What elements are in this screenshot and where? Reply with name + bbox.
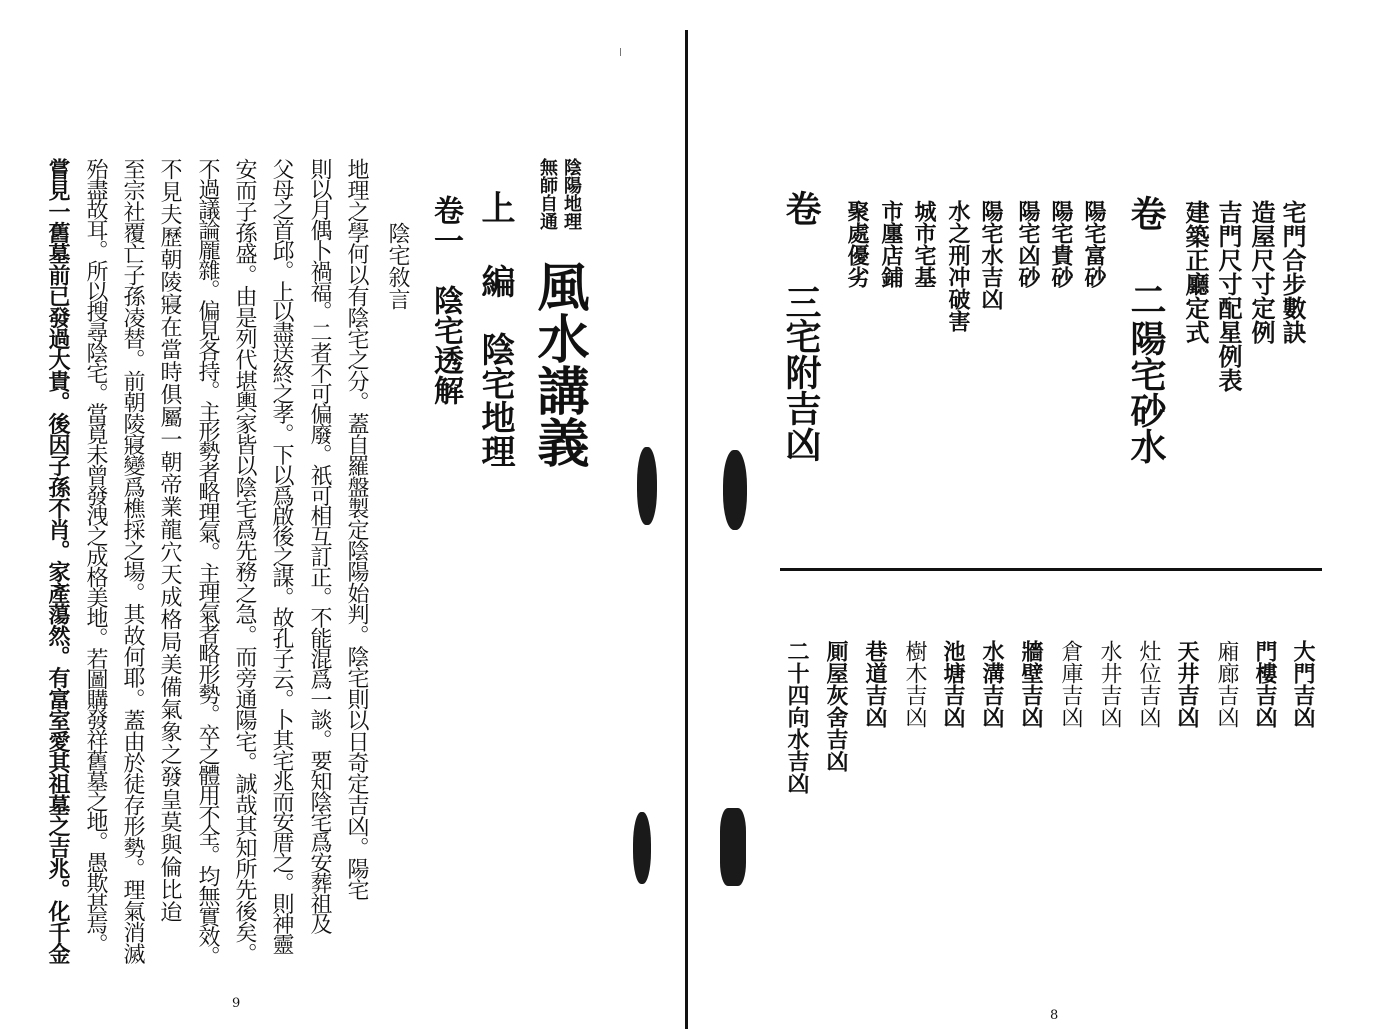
toc-item: 大門吉凶	[1290, 640, 1316, 728]
binding-hole-mark	[633, 812, 651, 884]
toc-item: 巷道吉凶	[862, 640, 888, 728]
toc-item: 廂廊吉凶	[1214, 640, 1239, 728]
toc-item: 宅門合步數訣	[1278, 200, 1307, 344]
toc-item: 水之刑冲破害	[945, 200, 971, 332]
toc-item: 門樓吉凶	[1252, 640, 1278, 728]
toc-item: 造屋尺寸定例	[1247, 200, 1276, 344]
binding-mark	[620, 48, 621, 56]
book-title: 風水講義	[528, 260, 589, 468]
book-subtitle: 陰陽地理	[561, 158, 582, 230]
toc-item: 陽宅富砂	[1081, 200, 1107, 288]
body-text-column: 嘗見一舊墓前已發過大貴。後因子孫不肖。家產蕩然。有富室愛其祖墓之吉兆。化千金	[45, 158, 71, 964]
toc-item: 灶位吉凶	[1136, 640, 1161, 728]
toc-item: 水溝吉凶	[979, 640, 1005, 728]
binding-hole-mark	[720, 808, 746, 886]
toc-item: 厠屋灰舍吉凶	[823, 640, 849, 772]
toc-item: 聚處優劣	[844, 200, 870, 288]
book-subtitle: 無師自通	[537, 158, 558, 230]
binding-hole-mark	[723, 450, 747, 530]
toc-item: 池塘吉凶	[940, 640, 966, 728]
toc-item: 倉庫吉凶	[1058, 640, 1083, 728]
page-divider	[685, 30, 688, 1029]
toc-item: 陽宅凶砂	[1015, 200, 1041, 288]
toc-item: 吉門尺寸配星例表	[1214, 200, 1243, 392]
toc-item: 二十四向水吉凶	[784, 640, 810, 794]
volume-heading: 卷一 陰宅透解	[428, 195, 463, 405]
section-title: 陰宅敘言	[385, 222, 410, 310]
toc-item: 天井吉凶	[1174, 640, 1200, 728]
body-text-column: 地理之學何以有陰宅之分。蓋自羅盤製定陰陽始判。陰宅則以日奇定吉凶。陽宅	[344, 158, 369, 901]
toc-item: 樹木吉凶	[902, 640, 927, 728]
volume-heading: 卷 三	[780, 190, 822, 328]
body-text-column: 則以月偶卜禍福。二者不可偏廢。祇可相互訂正。不能混爲一談。要知陰宅爲安葬祖及	[307, 158, 332, 934]
page-number: 9	[232, 996, 241, 1011]
toc-item: 市廛店鋪	[878, 200, 904, 288]
body-text-column: 殆盡故耳。所以搜尋陰宅。當覓未曾發洩之成格美地。若圖購發祥舊墓之地。愚欺甚焉。	[83, 158, 108, 954]
part-heading: 上 編 陰宅地理	[475, 190, 515, 468]
page-number: 8	[1050, 1008, 1059, 1023]
volume-title: 宅附吉凶	[780, 318, 822, 462]
body-text-column: 不見夫歷朝陵寢在當時俱屬一朝帝業龍穴天成格局美備氣象之發皇莫與倫比迨	[157, 158, 182, 923]
toc-item: 陽宅水吉凶	[978, 200, 1004, 310]
toc-item: 牆壁吉凶	[1018, 640, 1044, 728]
body-text-column: 不過議論龎雜。偏見各持。主形勢者略理氣。主理氣者略形勢。卒之體用不全。均無實效。	[195, 158, 220, 967]
toc-item: 建築正廳定式	[1181, 200, 1210, 344]
volume-heading: 卷 二	[1125, 195, 1167, 321]
toc-item: 水井吉凶	[1097, 640, 1122, 728]
toc-item: 城市宅基	[911, 200, 937, 288]
body-text-column: 至宗社覆亡子孫凌替。前朝陵寢變爲樵採之場。其故何耶。蓋由於徒存形勢。理氣消滅	[120, 158, 145, 964]
binding-hole-mark	[637, 447, 657, 525]
section-rule	[780, 568, 1322, 571]
toc-item: 陽宅貴砂	[1048, 200, 1074, 288]
body-text-column: 父母之首邱。上以盡送終之孝。下以爲啟後之謀。故孔子云。卜其宅兆而安厝之。則神靈	[269, 158, 294, 954]
volume-title: 陽宅砂水	[1125, 320, 1167, 464]
body-text-column: 安而子孫盛。由是列代堪輿家皆以陰宅爲先務之急。而旁通陽宅。誠哉其知所先後矣。	[232, 158, 257, 964]
